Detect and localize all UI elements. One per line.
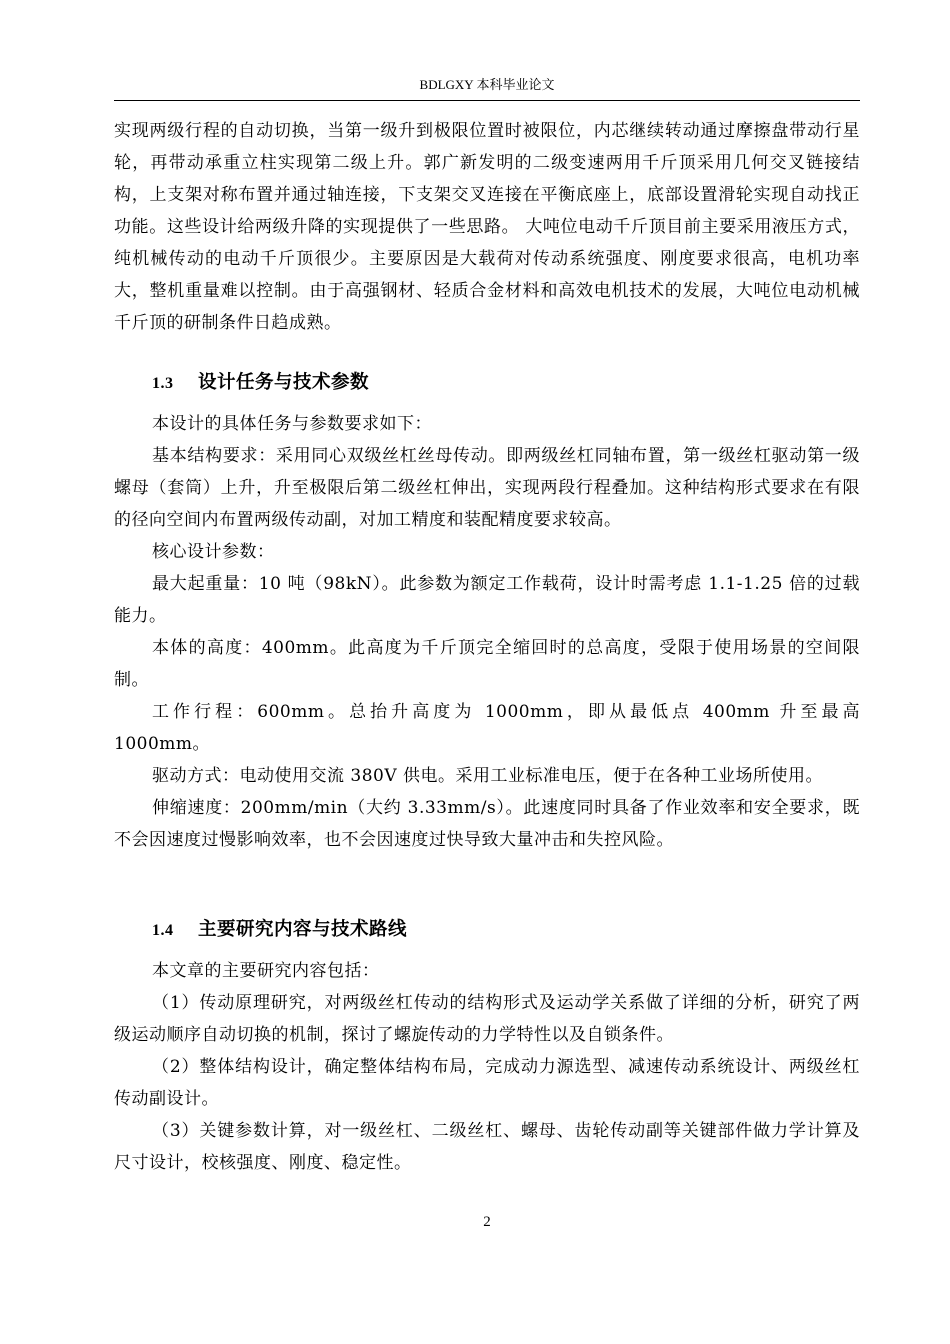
section-intro: 本文章的主要研究内容包括： <box>152 961 380 981</box>
list-item: （1）传动原理研究，对两级丝杠传动的结构形式及运动学关系做了详细的分析，研究了两级运动顺序自动切换的机制，探讨了螺旋传动的力学特性以及自锁条件。 <box>114 993 860 1045</box>
running-header: BDLGXY 本科毕业论文 <box>419 77 555 92</box>
list-item: （3）关键参数计算，对一级丝杠、二级丝杠、螺母、齿轮传动副等关键部件做力学计算及尺寸设计，校核强度、刚度、稳定性。 <box>114 1121 860 1173</box>
section-title: 设计任务与技术参数 <box>198 372 370 393</box>
param-drive-mode: 驱动方式：电动使用交流 380V 供电。采用工业标准电压，便于在各种工业场所使用。 <box>152 766 824 786</box>
section-number: 1.4 <box>152 922 174 939</box>
param-body-height: 本体的高度：400mm。此高度为千斤顶完全缩回时的总高度，受限于使用场景的空间限制。 <box>114 638 860 690</box>
header-rule <box>114 100 860 101</box>
list-item: （2）整体结构设计，确定整体结构布局，完成动力源选型、减速传动系统设计、两级丝杠传动副设计。 <box>114 1057 860 1109</box>
params-title: 核心设计参数： <box>152 542 275 562</box>
param-stroke-line-2: 1000mm。 <box>114 734 211 754</box>
body-text <box>114 115 860 1179</box>
param-max-load: 最大起重量：10 吨（98kN）。此参数为额定工作载荷，设计时需考虑 1.1-1.25 倍的过载能力。 <box>114 574 860 626</box>
section-intro: 本设计的具体任务与参数要求如下： <box>152 414 432 434</box>
section-number: 1.3 <box>152 375 174 392</box>
paragraph-continued: 实现两级行程的自动切换，当第一级升到极限位置时被限位，内芯继续转动通过摩擦盘带动行星轮，再带动承重立柱实现第二级上升。郭广新发明的二级变速两用千斤顶采用几何交叉链接结构，上支架对称布置并通过轴连接，下支架交叉连接在平衡底座上，底部设置滑轮实现自动找正功能。这些设计给两级升降的实现提供了一些思路。 大吨位电动千斤顶目前主要采用液压方式，纯机械传动的电动千斤顶很少。主要原因是大载荷对传动系统强度、刚度要求很高，电机功率大，整机重量难以控制。由于高强钢材、轻质合金材料和高效电机技术的发展，大吨位电动机械千斤顶的研制条件日趋成熟。 <box>114 121 860 333</box>
section-heading-1-3 <box>114 367 860 400</box>
section-title: 主要研究内容与技术路线 <box>198 919 408 940</box>
section-heading-1-4 <box>114 914 860 947</box>
param-stroke-line-1: 工作行程：600mm。总抬升高度为 1000mm，即从最低点 400mm 升至最高 <box>152 702 860 722</box>
structure-requirement: 基本结构要求：采用同心双级丝杠丝母传动。即两级丝杠同轴布置，第一级丝杠驱动第一级螺母（套筒）上升，升至极限后第二级丝杠伸出，实现两段行程叠加。这种结构形式要求在有限的径向空间内布置两级传动副，对加工精度和装配精度要求较高。 <box>114 446 860 530</box>
param-speed: 伸缩速度：200mm/min（大约 3.33mm/s）。此速度同时具备了作业效率和安全要求，既不会因速度过慢影响效率，也不会因速度过快导致大量冲击和失控风险。 <box>114 798 860 850</box>
page-number: 2 <box>483 1214 491 1230</box>
